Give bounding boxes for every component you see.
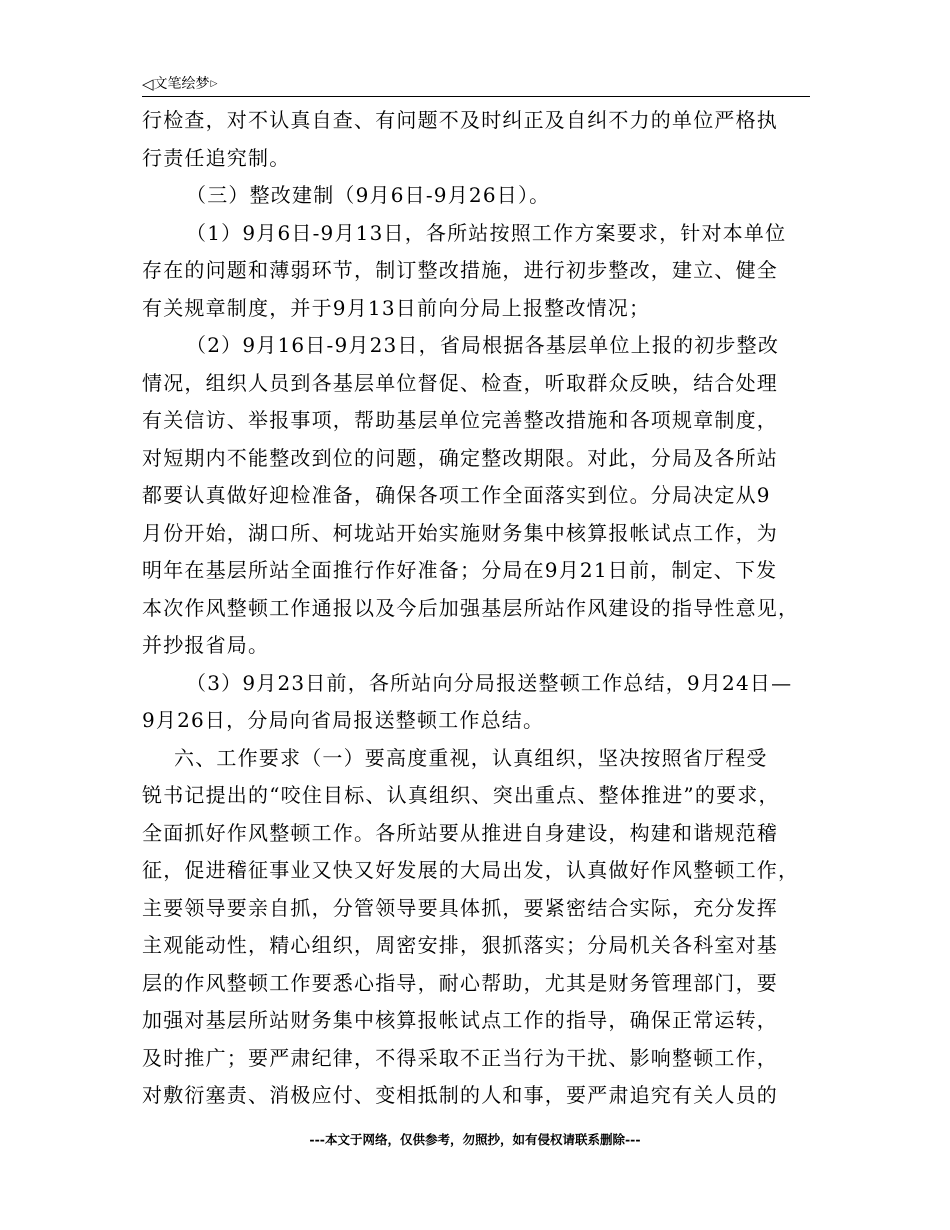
body-line: 主要领导要亲自抓，分管领导要具体抓，要紧密结合实际，充分发挥	[142, 895, 778, 920]
body-line: （1）9月6日-9月13日，各所站按照工作方案要求，针对本单位	[186, 220, 787, 245]
body-line: 并抄报省局。	[142, 633, 270, 657]
body-line: 对敷衍塞责、消极应付、变相抵制的人和事，要严肃追究有关人员的	[142, 1083, 778, 1107]
header-brand-mark	[142, 74, 217, 94]
header-brand-text: 文笔绘梦	[153, 76, 210, 92]
body-line: 9月26日，分局向省局报送整顿工作总结。	[142, 708, 545, 732]
body-line: 主观能动性，精心组织，周密安排，狠抓落实；分局机关各科室对基	[142, 933, 778, 957]
triangle-right-icon: ▷	[210, 79, 218, 89]
body-line: 本次作风整顿工作通报以及今后加强基层所站作风建设的指导性意见，	[142, 595, 800, 620]
body-line: 月份开始，湖口所、柯垅站开始实施财务集中核算报帐试点工作，为	[142, 520, 778, 545]
body-line: 全面抓好作风整顿工作。各所站要从推进自身建设，构建和谐规范稽	[142, 820, 778, 845]
body-line: 有关规章制度，并于9月13日前向分局上报整改情况；	[142, 295, 651, 320]
body-line: 征，促进稽征事业又快又好发展的大局出发，认真做好作风整顿工作，	[142, 858, 800, 882]
page-header	[142, 72, 810, 97]
body-line: 行检查，对不认真自查、有问题不及时纠正及自纠不力的单位严格执	[142, 108, 778, 132]
body-line: 对短期内不能整改到位的问题，确定整改期限。对此，分局及各所站	[142, 445, 778, 470]
body-line: （三）整改建制（9月6日-9月26日）。	[186, 183, 551, 207]
body-line: 六、工作要求（一）要高度重视，认真组织，坚决按照省厅程受	[174, 745, 768, 770]
body-line: 存在的问题和薄弱环节，制订整改措施，进行初步整改，建立、健全	[142, 258, 778, 282]
document-body	[142, 102, 814, 1115]
body-line: （3）9月23日前，各所站向分局报送整顿工作总结，9月24日—	[186, 670, 793, 695]
body-line: 及时推广；要严肃纪律，不得采取不正当行为干扰、影响整顿工作，	[142, 1045, 778, 1070]
body-line: 层的作风整顿工作要悉心指导，耐心帮助，尤其是财务管理部门，要	[142, 970, 778, 995]
body-line: 加强对基层所站财务集中核算报帐试点工作的指导，确保正常运转，	[142, 1008, 778, 1032]
body-line: 情况，组织人员到各基层单位督促、检查，听取群众反映，结合处理	[142, 370, 778, 395]
page-footer-notice: ---本文于网络，仅供参考，勿照抄，如有侵权请联系删除---	[309, 1132, 641, 1147]
body-line: 都要认真做好迎检准备，确保各项工作全面落实到位。分局决定从9	[142, 483, 771, 507]
body-line: 锐书记提出的“咬住目标、认真组织、突出重点、整体推进”的要求，	[142, 783, 780, 807]
body-line: 行责任追究制。	[142, 145, 291, 170]
body-line: 明年在基层所站全面推行作好准备；分局在9月21日前，制定、下发	[142, 558, 778, 582]
triangle-left-icon: ◁	[142, 75, 154, 93]
body-line: 有关信访、举报事项，帮助基层单位完善整改措施和各项规章制度，	[142, 408, 778, 432]
body-line: （2）9月16日-9月23日，省局根据各基层单位上报的初步整改	[186, 333, 780, 357]
